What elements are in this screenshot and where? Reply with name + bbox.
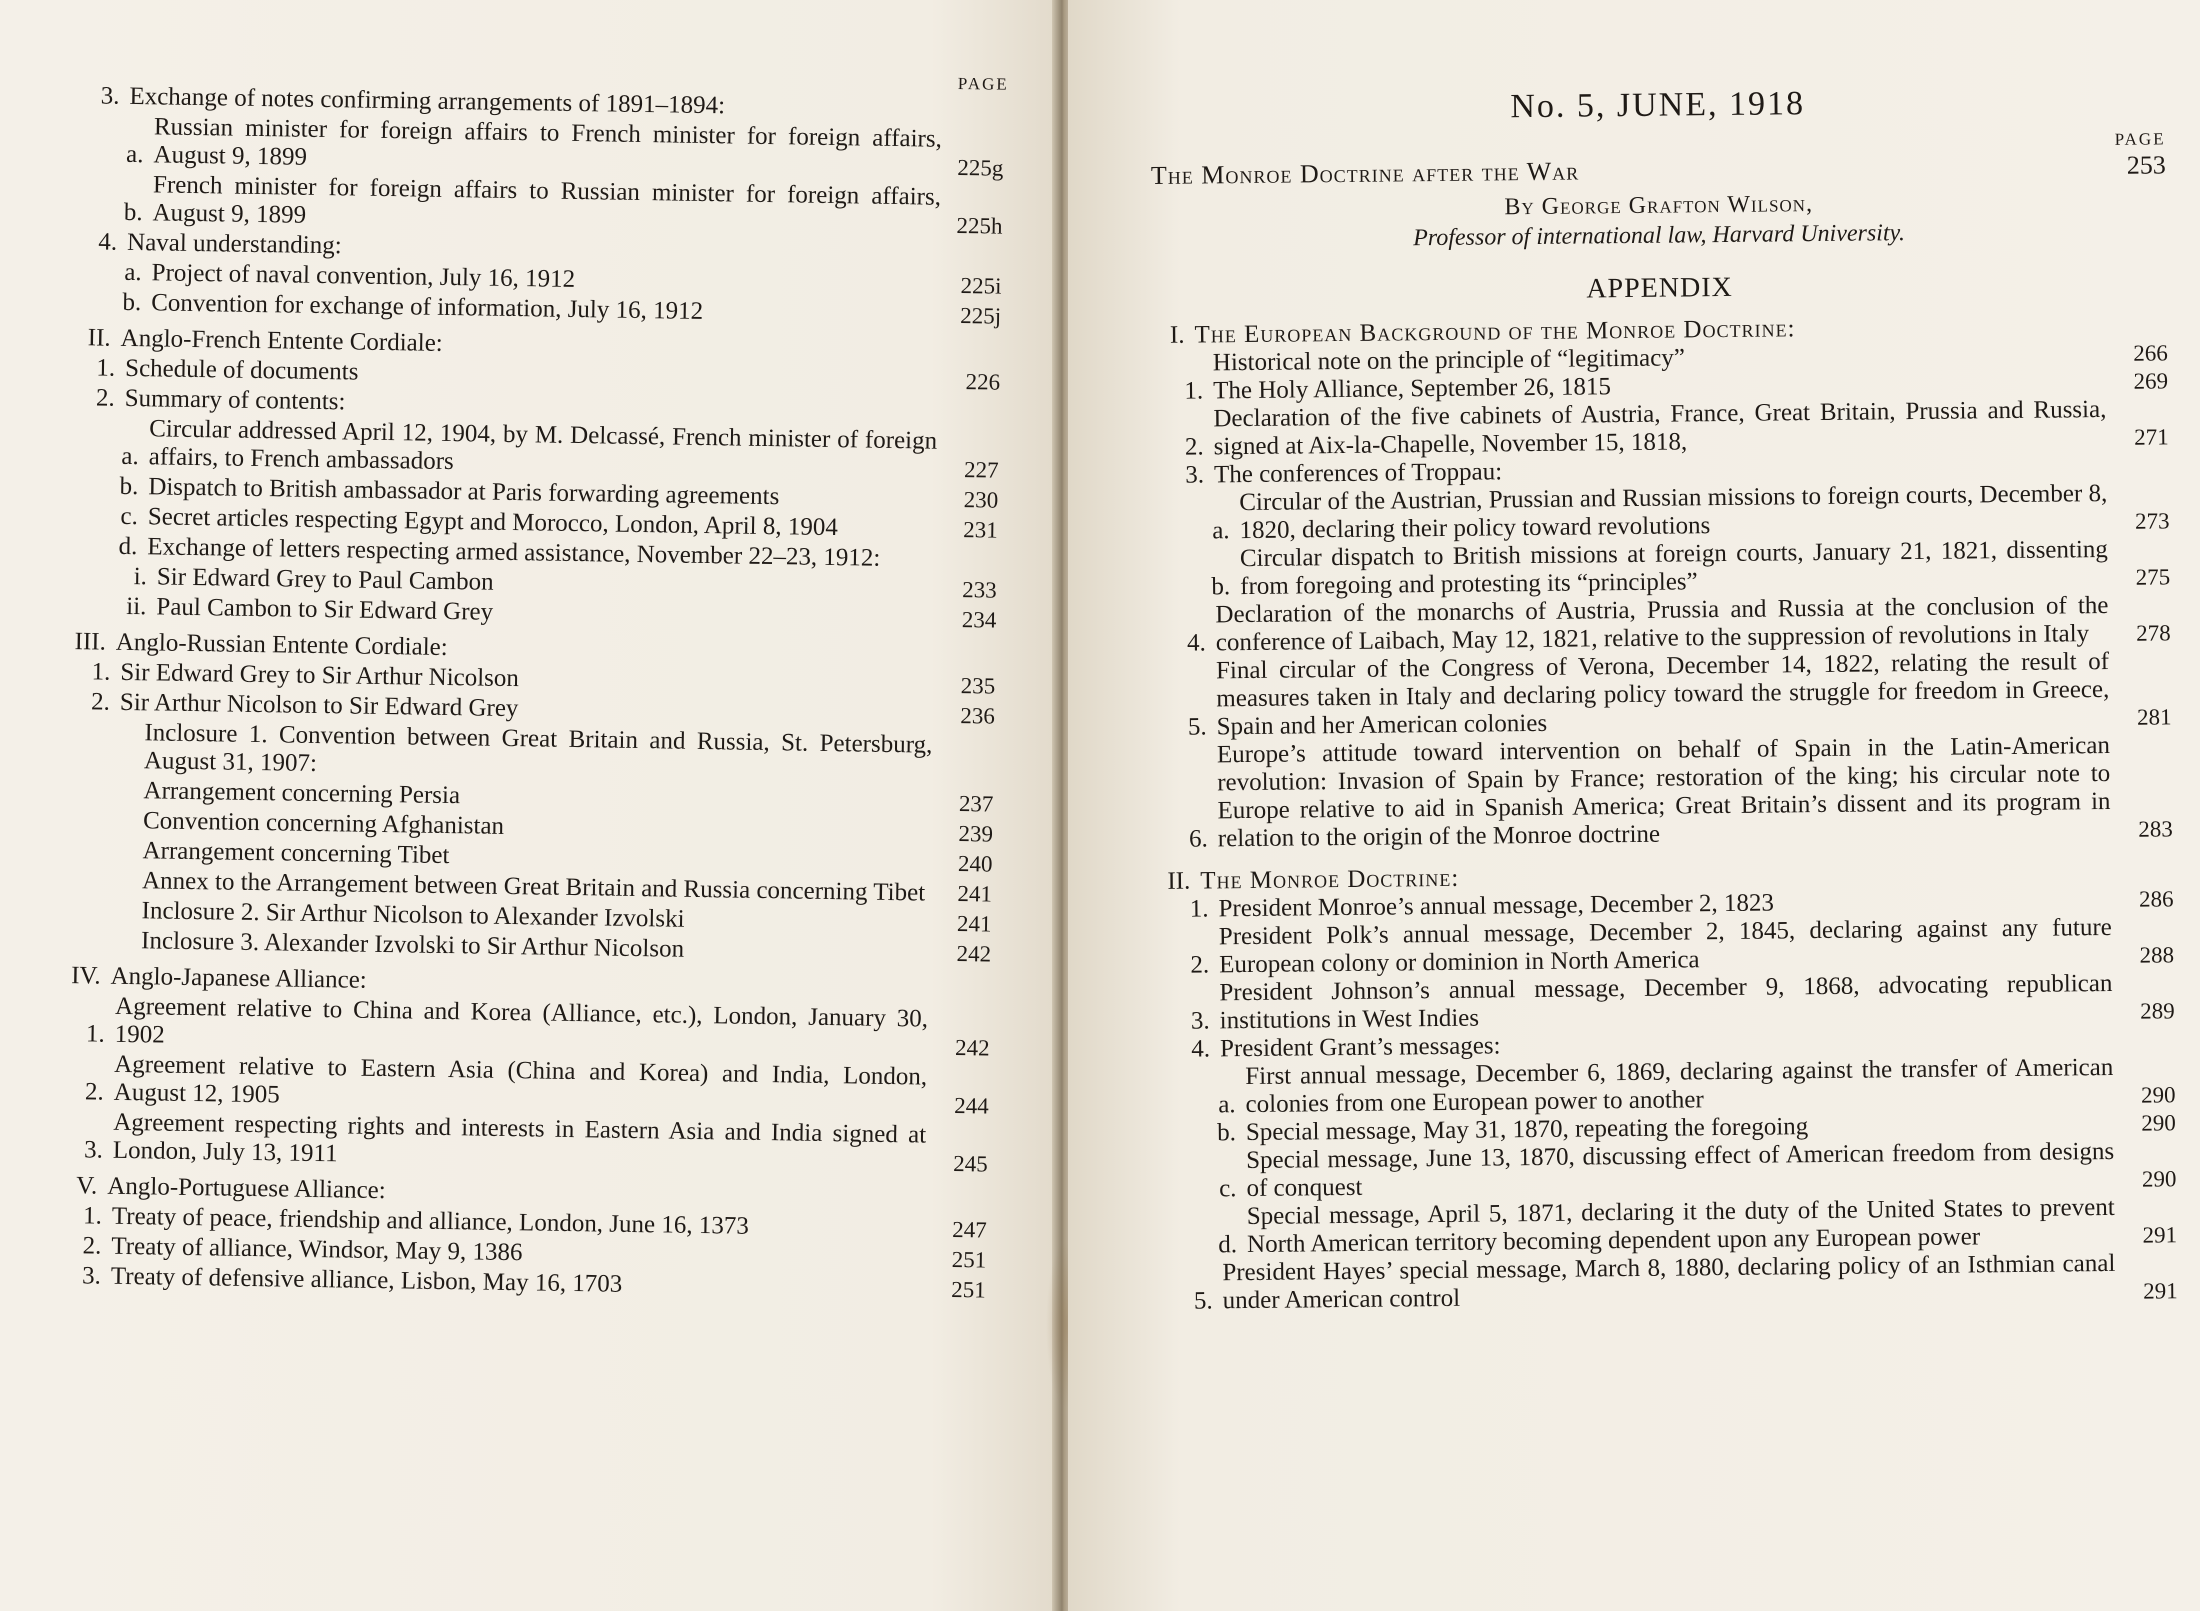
entry-title: Convention concerning Afghanistan xyxy=(142,807,505,840)
entry-title: Historical note on the principle of “legitimacy” xyxy=(1212,344,1686,377)
right-contents-list xyxy=(1152,311,2177,1316)
entry-number: d. xyxy=(118,532,138,561)
entry-page-number: 245 xyxy=(953,1151,988,1177)
entry-title: Treaty of alliance, Windsor, May 9, 1386 xyxy=(111,1232,523,1267)
contents-entry xyxy=(1162,1249,2178,1316)
entry-page-number xyxy=(928,1004,990,1005)
right-page-column-label: PAGE xyxy=(2114,129,2166,149)
entry-title: Arrangement concerning Persia xyxy=(143,777,461,810)
entry-number: 1. xyxy=(91,658,111,686)
entry-title: Annex to the Arrangement between Great Britain and Russia concerning Tibet xyxy=(141,867,926,907)
entry-title: Special message, June 13, 1870, discussing effect of American freedom from designs of conquest xyxy=(1246,1137,2115,1203)
entry-page-number: 225h xyxy=(956,212,1003,239)
entry-number xyxy=(104,775,144,776)
entry-page-number: 239 xyxy=(958,821,994,847)
entry-page-number: 290 xyxy=(2140,1082,2176,1108)
entry-title: Paul Cambon to Sir Edward Grey xyxy=(156,593,494,626)
entry-page-number: 275 xyxy=(2135,564,2171,590)
entry-number: 2. xyxy=(90,688,111,716)
entry-number: b. xyxy=(123,198,143,227)
entry-number: IV. xyxy=(70,962,101,990)
entry-title: Exchange of letters respecting armed assistance, November 22–23, 1912: xyxy=(147,533,881,572)
entry-page-number: 271 xyxy=(2134,424,2169,450)
entry-number: 1. xyxy=(1184,377,1204,405)
left-page-column-label: PAGE xyxy=(957,73,1009,94)
entry-page-number: 283 xyxy=(2138,816,2173,842)
entry-page-number: 281 xyxy=(2136,704,2172,730)
article-page-number: 253 xyxy=(2126,150,2166,180)
entry-number: ii. xyxy=(126,592,147,621)
entry-title: Anglo-Russian Entente Cordiale: xyxy=(115,628,448,662)
author-role: Professor of international law, Harvard University. xyxy=(1413,220,1906,252)
entry-title: Europe’s attitude toward intervention on behalf of Spain in the Latin-American revolution: Invasion of Spain by France; restoration of the king; his circular note to Europe relative to aid in Spanish America; Great Britain’s dissent and its program in relation to the origin of the Monroe doctrine xyxy=(1216,731,2111,853)
entry-page-number: 269 xyxy=(2133,368,2169,394)
left-contents-list xyxy=(51,82,1005,1305)
entry-page-number: 227 xyxy=(963,457,999,483)
entry-number: 3. xyxy=(1190,1007,1210,1035)
article-title: The Monroe Doctrine after the War xyxy=(1150,156,1580,190)
entry-page-number: 247 xyxy=(952,1217,987,1243)
entry-page-number: 237 xyxy=(958,791,994,817)
entry-page-number: 225i xyxy=(960,273,1002,299)
entry-number: V. xyxy=(76,1172,98,1200)
entry-page-number: 291 xyxy=(2142,1278,2178,1304)
entry-number: a. xyxy=(125,140,144,169)
entry-title: The Holy Alliance, September 26, 1815 xyxy=(1212,373,1612,405)
entry-number: 5. xyxy=(1193,1287,1213,1315)
entry-title: Special message, April 5, 1871, declaring it the duty of the United States to prevent North American territory becoming dependent upon any European power xyxy=(1246,1193,2115,1259)
entry-page-number: 225j xyxy=(960,303,1002,329)
entry-title: President Polk’s annual message, December 2, 1845, declaring against any future European colony or dominion in North America xyxy=(1218,913,2112,979)
entry-title: Summary of contents: xyxy=(124,384,346,416)
entry-page-number xyxy=(932,788,994,789)
issue-title: No. 5, JUNE, 1918 xyxy=(1510,85,1806,126)
entry-number: 3. xyxy=(1185,461,1205,489)
entry-title: Convention for exchange of information, July 16, 1912 xyxy=(150,289,704,325)
entry-page-number: 244 xyxy=(953,1093,989,1119)
entry-title: Sir Arthur Nicolson to Sir Edward Grey xyxy=(119,688,519,723)
entry-title: President Grant’s messages: xyxy=(1219,1032,1501,1063)
entry-title: Project of naval convention, July 16, 1912 xyxy=(151,259,576,293)
entry-title: Schedule of documents xyxy=(124,354,359,386)
entry-number: c. xyxy=(1218,1175,1237,1203)
entry-page-number: 241 xyxy=(957,881,993,907)
entry-number: 4. xyxy=(98,228,118,256)
entry-number: 2. xyxy=(1184,433,1204,461)
entry-number: II. xyxy=(1167,867,1191,895)
entry-page-number: 278 xyxy=(2136,620,2171,646)
entry-title: Russian minister for foreign affairs to French minister for foreign affairs, August 9, 1899 xyxy=(153,113,943,171)
entry-page-number: 290 xyxy=(2141,1166,2177,1192)
entry-title: Circular addressed April 12, 1904, by M. Delcassé, French minister of foreign affairs, to French ambassadors xyxy=(148,415,938,476)
entry-title: Dispatch to British ambassador at Paris forwarding agreements xyxy=(148,473,780,511)
entry-page-number xyxy=(925,1214,987,1215)
entry-number xyxy=(101,925,141,926)
entry-title: Declaration of the monarchs of Austria, Prussia and Russia at the conclusion of the conference of Laibach, May 12, 1821, relative to the suppression of revolutions in Italy xyxy=(1215,591,2109,657)
entry-number: II. xyxy=(87,324,111,352)
entry-page-number: 288 xyxy=(2139,942,2175,968)
entry-number: 1. xyxy=(1189,895,1209,923)
right-contents-column xyxy=(1150,81,2178,1316)
entry-title: President Hayes’ special message, March 8, 1880, declaring policy of an Isthmian canal under American control xyxy=(1222,1249,2116,1315)
entry-title: Special message, May 31, 1870, repeating the foregoing xyxy=(1245,1113,1809,1147)
entry-number: b. xyxy=(1217,1119,1237,1147)
entry-title: Declaration of the five cabinets of Austria, France, Great Britain, Prussia and Russia, signed at Aix-la-Chapelle, November 15, 1818, xyxy=(1213,396,2107,461)
entry-page-number: 273 xyxy=(2134,508,2170,534)
entry-number: a. xyxy=(1218,1091,1236,1119)
entry-page-number: 251 xyxy=(951,1246,987,1273)
entry-page-number xyxy=(935,574,997,575)
entry-title: First annual message, December 6, 1869, declaring against the transfer of American colonies from one European power to another xyxy=(1245,1053,2114,1119)
entry-number: 2. xyxy=(95,384,115,412)
entry-page-number: 226 xyxy=(965,369,1001,395)
entry-title: French minister for foreign affairs to Russian minister for foreign affairs, August 9, 1899 xyxy=(152,171,942,229)
entry-number: i. xyxy=(133,563,148,591)
entry-title: President Monroe’s annual message, December 2, 1823 xyxy=(1218,889,1775,923)
entry-number: b. xyxy=(1211,573,1231,601)
entry-title: Anglo-Portuguese Alliance: xyxy=(107,1172,386,1205)
entry-number: 2. xyxy=(84,1078,105,1106)
right-page xyxy=(1068,0,2200,1611)
entry-number: 1. xyxy=(85,1020,105,1048)
entry-page-number: 231 xyxy=(963,517,998,543)
entry-page-number xyxy=(934,670,996,671)
entry-number: c. xyxy=(120,502,139,531)
entry-number: 4. xyxy=(1191,1035,1211,1063)
entry-number: 1. xyxy=(82,1202,103,1230)
entry-page-number: 242 xyxy=(954,1035,990,1061)
entry-page-number: 251 xyxy=(951,1276,986,1303)
entry-page-number: 291 xyxy=(2142,1222,2178,1248)
entry-page-number: 236 xyxy=(960,703,996,729)
contents-entry xyxy=(53,1108,989,1179)
entry-page-number: 234 xyxy=(961,607,997,633)
entry-number: 6. xyxy=(1188,825,1208,853)
entry-number xyxy=(101,955,141,956)
entry-title: Circular of the Austrian, Prussian and Russian missions to foreign courts, December 8, 1820, declaring their policy toward revolutions xyxy=(1239,479,2108,545)
entry-number: I. xyxy=(1169,321,1185,349)
appendix-heading: APPENDIX xyxy=(1586,271,1733,305)
entry-number: 3. xyxy=(100,82,120,110)
entry-page-number xyxy=(938,366,1000,367)
entry-title: Final circular of the Congress of Verona, December 14, 1822, relating the result of measures taken in Italy and declaring policy toward the struggle for freedom in Greece, Spain and her American colonies xyxy=(1215,647,2110,741)
entry-title: Inclosure 1. Convention between Great Britain and Russia, St. Petersburg, August 31, 1907: xyxy=(143,719,933,777)
entry-page-number xyxy=(937,426,999,427)
left-contents-column xyxy=(51,60,1009,1305)
entry-title: Agreement relative to China and Korea (Alliance, etc.), London, January 30, 1902 xyxy=(114,992,929,1049)
entry-title: Naval understanding: xyxy=(126,228,342,260)
entry-number: 2. xyxy=(82,1232,102,1260)
entry-number: a. xyxy=(121,442,139,471)
entry-page-number: 225g xyxy=(957,154,1004,181)
contents-entry xyxy=(1157,731,2173,854)
entry-title: Exchange of notes confirming arrangements of 1891–1894: xyxy=(129,82,726,120)
entry-number: 5. xyxy=(1187,713,1207,741)
entry-title: Arrangement concerning Tibet xyxy=(142,837,450,870)
entry-title: Circular dispatch to British missions at foreign courts, January 21, 1821, dissenting from foregoing and protesting its “principles” xyxy=(1239,535,2108,601)
entry-title: Sir Edward Grey to Sir Arthur Nicolson xyxy=(120,658,520,693)
entry-number: 1. xyxy=(96,354,116,382)
entry-number: a. xyxy=(1212,517,1230,545)
entry-number: 3. xyxy=(81,1262,102,1290)
entry-number: a. xyxy=(124,258,142,287)
entry-page-number: 233 xyxy=(962,577,997,603)
entry-page-number: 266 xyxy=(2133,340,2168,366)
entry-title: The conferences of Troppau: xyxy=(1213,458,1503,489)
entry-page-number xyxy=(940,270,1002,271)
entry-title: Agreement respecting rights and interests in Eastern Asia and India signed at London, July 13, 1911 xyxy=(112,1108,927,1168)
left-page xyxy=(0,0,1058,1611)
entry-title: Inclosure 2. Sir Arthur Nicolson to Alexander Izvolski xyxy=(141,897,685,933)
entry-page-number: 235 xyxy=(960,673,996,699)
entry-page-number xyxy=(942,124,1004,125)
entry-page-number: 241 xyxy=(956,911,992,937)
entry-page-number: 290 xyxy=(2141,1110,2176,1136)
entry-number: 3. xyxy=(83,1136,104,1164)
entry-title: Treaty of defensive alliance, Lisbon, May 16, 1703 xyxy=(110,1262,623,1298)
entry-number: 4. xyxy=(1186,629,1206,657)
entry-number: b. xyxy=(122,288,142,317)
entry-title: Agreement relative to Eastern Asia (China and Korea) and India, London, August 12, 1905 xyxy=(113,1050,928,1109)
entry-number: d. xyxy=(1218,1231,1238,1259)
entry-title: The Monroe Doctrine: xyxy=(1200,864,1460,895)
entry-title: Anglo-French Entente Cordiale: xyxy=(120,324,443,357)
entry-title: Secret articles respecting Egypt and Morocco, London, April 8, 1904 xyxy=(147,503,839,542)
entry-title: Anglo-Japanese Alliance: xyxy=(110,962,367,994)
entry-page-number: 289 xyxy=(2140,998,2175,1024)
entry-title: President Johnson’s annual message, December 9, 1868, advocating republican institutions in West Indies xyxy=(1219,969,2113,1035)
entry-title: The European Background of the Monroe Doctrine: xyxy=(1194,315,1796,349)
entry-page-number: 240 xyxy=(957,851,993,877)
entry-title: Treaty of peace, friendship and alliance, London, June 16, 1373 xyxy=(111,1202,750,1240)
entry-page-number: 230 xyxy=(963,487,999,513)
entry-title: Sir Edward Grey to Paul Cambon xyxy=(156,563,494,596)
entry-number: b. xyxy=(119,472,139,501)
contents-entry xyxy=(1156,647,2172,742)
entry-title: Inclosure 3. Alexander Izvolski to Sir Arthur Nicolson xyxy=(140,927,685,963)
entry-page-number: 242 xyxy=(956,941,992,967)
entry-number: III. xyxy=(74,628,107,656)
article-byline: By George Grafton Wilson, xyxy=(1504,191,1814,221)
entry-page-number: 286 xyxy=(2138,886,2174,912)
entry-number: 2. xyxy=(1190,951,1210,979)
